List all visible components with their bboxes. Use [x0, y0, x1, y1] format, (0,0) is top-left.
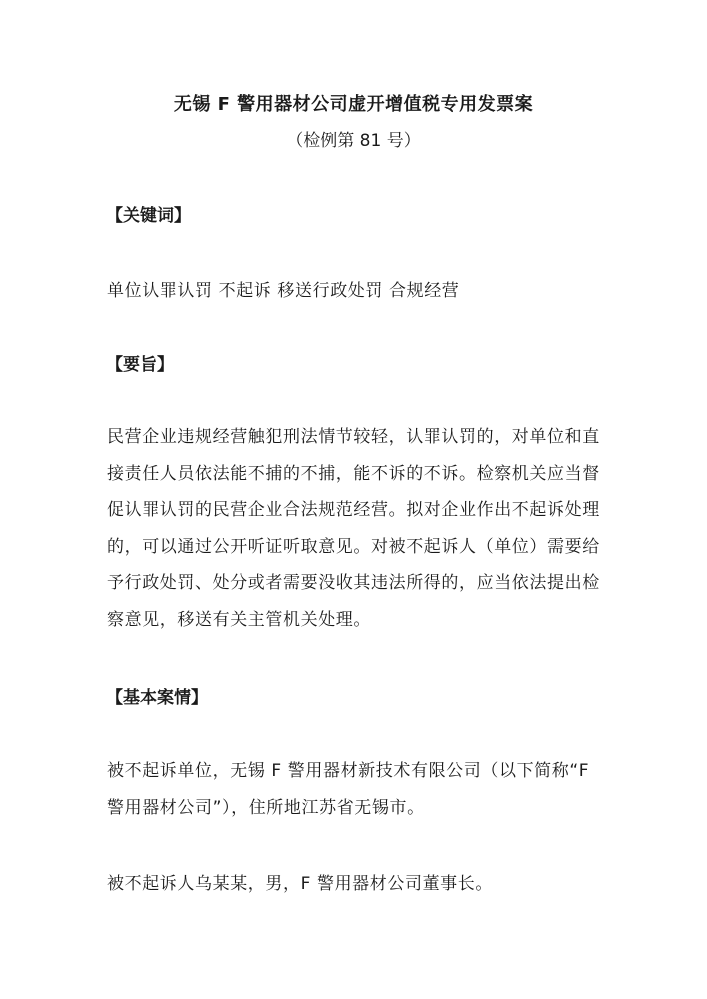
document-title: 无锡 F 警用器材公司虚开增值税专用发票案 [173, 94, 534, 115]
gist-heading: 【要旨】 [106, 355, 174, 375]
facts-paragraph-2: 被不起诉人乌某某，男，F 警用器材公司董事长。 [107, 874, 493, 894]
facts-paragraph-1: 被不起诉单位，无锡 F 警用器材新技术有限公司（以下简称“F 警用器材公司”），住所地江苏省无锡市。 [107, 761, 590, 818]
facts-heading: 【基本案情】 [106, 688, 208, 708]
document-subtitle: （检例第 81 号） [286, 131, 421, 151]
keywords-heading: 【关键词】 [106, 206, 191, 226]
keywords-text: 单位认罪认罚 不起诉 移送行政处罚 合规经营 [107, 281, 460, 301]
gist-paragraph: 民营企业违规经营触犯刑法情节较轻，认罪认罚的，对单位和直接责任人员依法能不捕的不捕，能不诉的不诉。检察机关应当督促认罪认罚的民营企业合法规范经营。拟对企业作出不起诉处理的，可以通过公开听证听取意见。对被不起诉人（单位）需要给予行政处罚、处分或者需要没收其违法所得的，应当依法提出检察意见，移送有关主管机关处理。 [107, 427, 600, 630]
